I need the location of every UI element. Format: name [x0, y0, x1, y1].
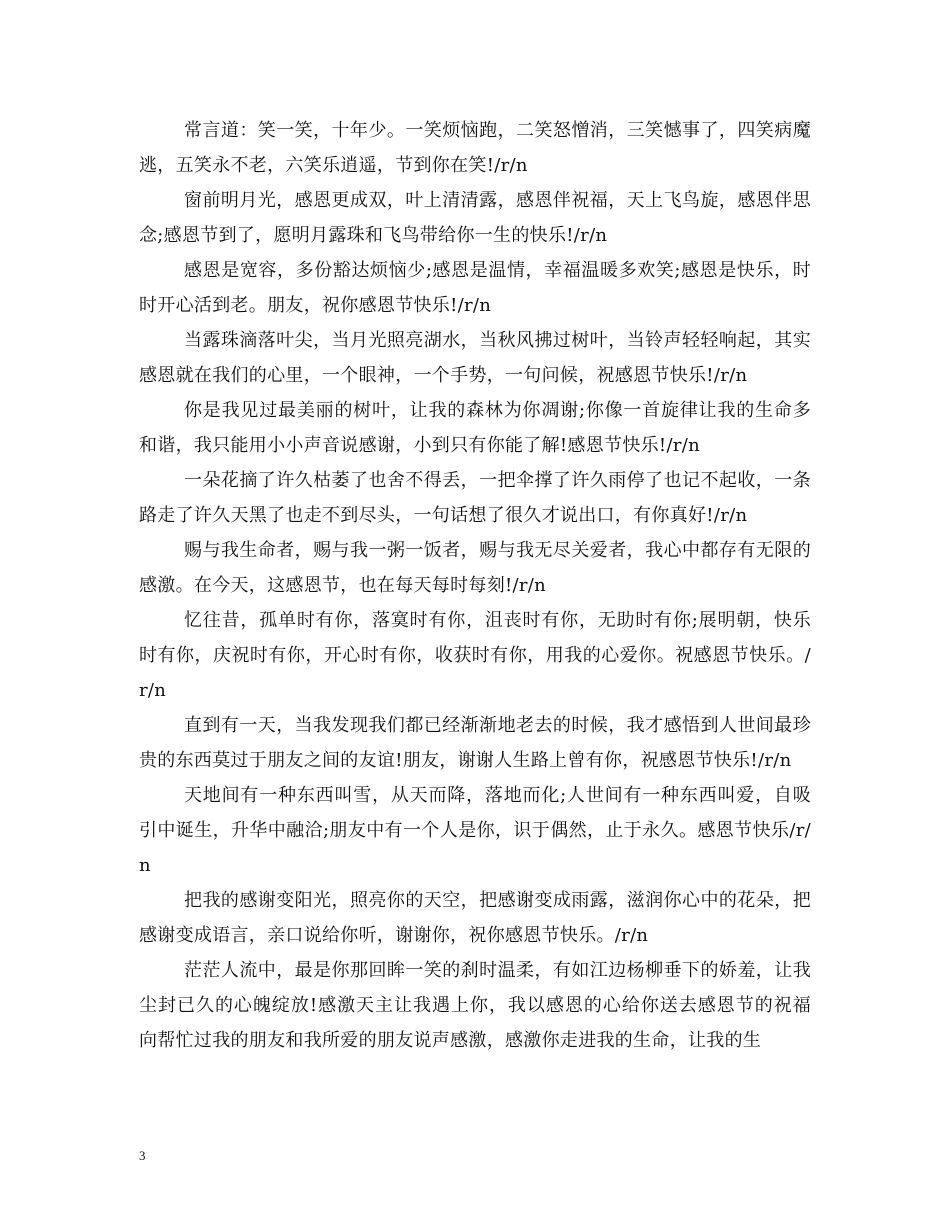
page-number: 3	[139, 1148, 146, 1163]
paragraph-4: 当露珠滴落叶尖，当月光照亮湖水，当秋风拂过树叶，当铃声轻轻响起，其实感恩就在我们的心里，一个眼神，一个手势，一句问候，祝感恩节快乐!/r/n	[139, 330, 811, 386]
paragraph-2: 窗前明月光，感恩更成双，叶上清清露，感恩伴祝福，天上飞鸟旋，感恩伴思念;感恩节到了，愿明月露珠和飞鸟带给你一生的快乐!/r/n	[139, 190, 811, 246]
paragraph-8: 忆往昔，孤单时有你，落寞时有你，沮丧时有你，无助时有你;展明朝，快乐时有你，庆祝时有你，开心时有你，收获时有你，用我的心爱你。祝感恩节快乐。/r/n	[139, 610, 811, 701]
paragraph-7: 赐与我生命者，赐与我一粥一饭者，赐与我无尽关爱者，我心中都存有无限的感激。在今天，这感恩节，也在每天每时每刻!/r/n	[139, 540, 811, 596]
paragraph-11: 把我的感谢变阳光，照亮你的天空，把感谢变成雨露，滋润你心中的花朵，把感谢变成语言，亲口说给你听，谢谢你，祝你感恩节快乐。/r/n	[139, 890, 811, 946]
body-text	[139, 113, 811, 1058]
paragraph-3: 感恩是宽容，多份豁达烦恼少;感恩是温情，幸福温暖多欢笑;感恩是快乐，时时开心活到老。朋友，祝你感恩节快乐!/r/n	[139, 260, 811, 316]
paragraph-12: 茫茫人流中，最是你那回眸一笑的刹时温柔，有如江边杨柳垂下的娇羞，让我尘封已久的心魄绽放!感激天主让我遇上你，我以感恩的心给你送去感恩节的祝福 向帮忙过我的朋友和我所爱的朋友说声感激，感激你走进我的生命，让我的生	[139, 960, 811, 1051]
paragraph-1: 常言道：笑一笑，十年少。一笑烦恼跑，二笑怒憎消，三笑憾事了，四笑病魔逃，五笑永不老，六笑乐逍遥，节到你在笑!/r/n	[139, 120, 811, 176]
paragraph-5: 你是我见过最美丽的树叶，让我的森林为你凋谢;你像一首旋律让我的生命多和谐，我只能用小小声音说感谢，小到只有你能了解!感恩节快乐!/r/n	[139, 400, 811, 456]
paragraph-6: 一朵花摘了许久枯萎了也舍不得丢，一把伞撑了许久雨停了也记不起收，一条路走了许久天黑了也走不到尽头，一句话想了很久才说出口，有你真好!/r/n	[139, 470, 811, 526]
paragraph-9: 直到有一天，当我发现我们都已经渐渐地老去的时候，我才感悟到人世间最珍贵的东西莫过于朋友之间的友谊!朋友，谢谢人生路上曾有你，祝感恩节快乐!/r/n	[139, 715, 811, 771]
paragraph-10: 天地间有一种东西叫雪，从天而降，落地而化;人世间有一种东西叫爱，自吸引中诞生，升华中融洽;朋友中有一个人是你，识于偶然，止于永久。感恩节快乐/r/n	[139, 785, 811, 876]
